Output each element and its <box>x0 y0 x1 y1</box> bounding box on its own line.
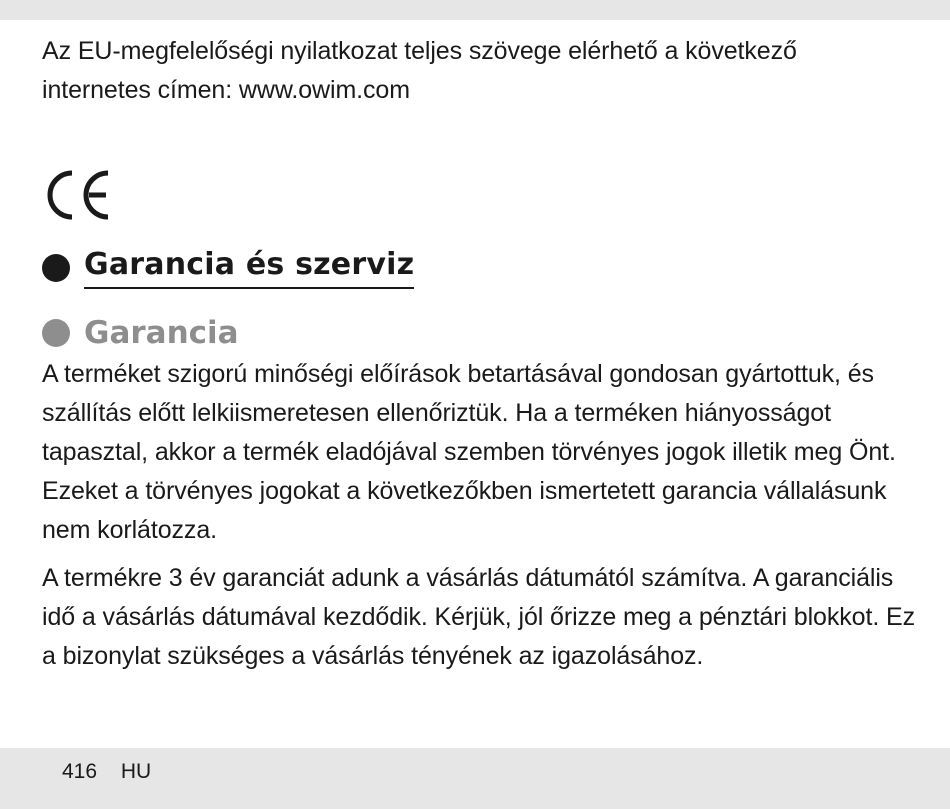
bullet-icon <box>42 319 70 347</box>
page-number: 416 <box>62 760 98 783</box>
ce-mark-icon <box>42 165 114 225</box>
page-top-band <box>0 0 950 20</box>
warranty-paragraph-1: A terméket szigorú minőségi előírások betartásával gondosan gyártottuk, és szállítás előtt lelkiismeretesen ellenőriztük. Ha a terméken hiányosságot tapasztal, akkor a termék eladójával szemben törvényes jogok illetik meg Önt. Ezeket a törvényes jogokat a következőkben ismertetett garancia vállalásunk nem korlátozza. <box>42 360 896 544</box>
section-title: Garancia és szerviz <box>84 247 414 289</box>
conformity-line-2: internetes címen: www.owim.com <box>42 76 410 104</box>
conformity-line-1: Az EU-megfelelőségi nyilatkozat teljes szövege elérhető a következő <box>42 37 797 65</box>
page-content <box>42 32 922 676</box>
section-heading-warranty-service <box>42 247 922 289</box>
page-footer <box>62 760 169 784</box>
language-code: HU <box>120 760 152 783</box>
subsection-title: Garancia <box>84 315 239 351</box>
conformity-declaration-text <box>42 32 922 110</box>
subsection-heading-warranty <box>42 315 922 351</box>
bullet-icon <box>42 254 70 282</box>
warranty-paragraph-2: A termékre 3 év garanciát adunk a vásárlás dátumától számítva. A garanciális idő a vásárlás dátumával kezdődik. Kérjük, jól őrizze meg a pénztári blokkot. Ez a bizonylat szükséges a vásárlás tényének az igazolásához. <box>42 564 915 670</box>
